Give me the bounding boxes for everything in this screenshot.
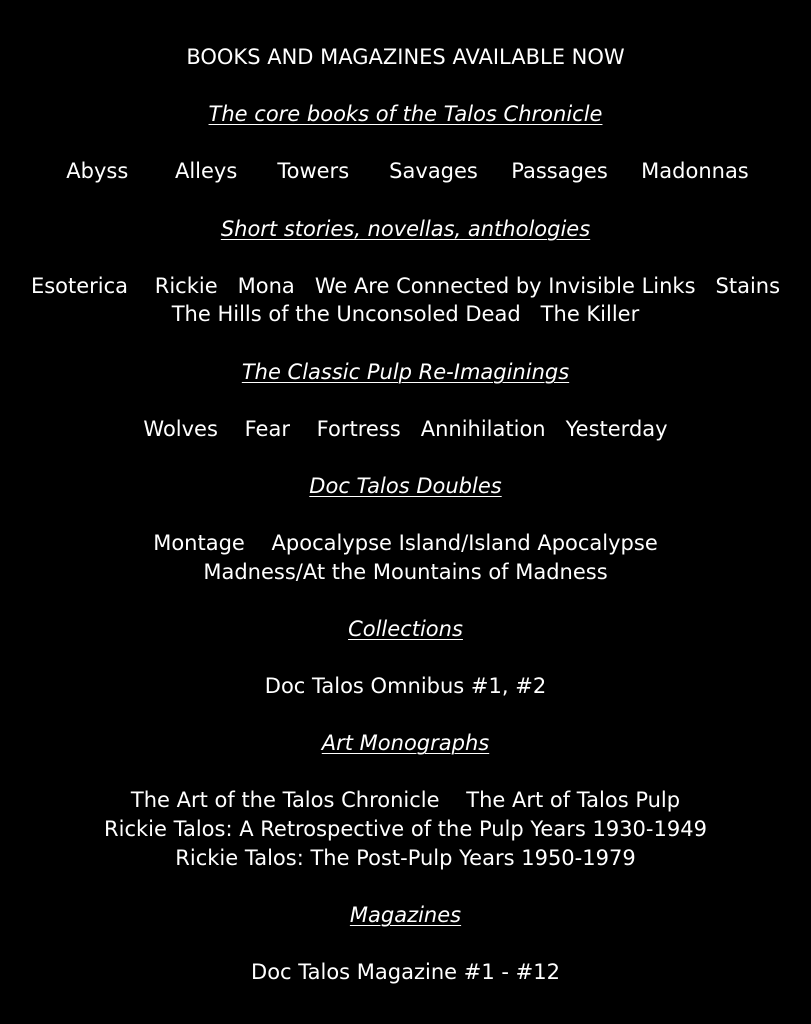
classic-pulp-list: Wolves Fear Fortress Annihilation Yesterday (143, 416, 668, 441)
doubles-list-line-1: Montage Apocalypse Island/Island Apocalypse (153, 531, 658, 556)
short-stories-list-line-1: Esoterica Rickie Mona We Are Connected by Invisible Links Stains (30, 273, 781, 298)
spacer (0, 386, 811, 415)
spacer (0, 243, 811, 272)
short-stories-list-line-2: The Hills of the Unconsoled Dead The Killer (171, 302, 640, 327)
magazines-list: Doc Talos Magazine #1 - #12 (251, 960, 560, 984)
spacer (0, 872, 811, 901)
art-monographs-list-line-3: Rickie Talos: The Post-Pulp Years 1950-1979 (175, 845, 636, 870)
spacer (0, 758, 811, 787)
section-heading-art-monographs: Art Monographs (321, 731, 490, 756)
section-heading-short-stories: Short stories, novellas, anthologies (220, 216, 591, 241)
core-books-list: Abyss Alleys Towers Savages Passages Madonnas (66, 159, 749, 184)
art-monographs-list-line-2: Rickie Talos: A Retrospective of the Pulp Years 1930-1949 (104, 817, 707, 842)
section-heading-magazines: Magazines (349, 902, 462, 927)
section-heading-core-books: The core books of the Talos Chronicle (208, 102, 603, 127)
section-heading-classic-pulp: The Classic Pulp Re-Imaginings (241, 359, 570, 384)
doubles-list-line-2: Madness/At the Mountains of Madness (203, 559, 608, 584)
spacer (0, 186, 811, 215)
spacer (0, 929, 811, 958)
spacer (0, 129, 811, 158)
spacer (0, 701, 811, 730)
section-heading-collections: Collections (348, 616, 463, 641)
spacer (0, 329, 811, 358)
section-heading-doc-talos-doubles: Doc Talos Doubles (309, 473, 502, 498)
spacer (0, 443, 811, 472)
spacer (0, 72, 811, 101)
collections-list: Doc Talos Omnibus #1, #2 (264, 674, 547, 699)
spacer (0, 501, 811, 530)
spacer (0, 586, 811, 615)
art-monographs-list-line-1: The Art of the Talos Chronicle The Art of Talos Pulp (130, 788, 681, 813)
page-title: BOOKS AND MAGAZINES AVAILABLE NOW (186, 45, 625, 69)
spacer (0, 643, 811, 672)
